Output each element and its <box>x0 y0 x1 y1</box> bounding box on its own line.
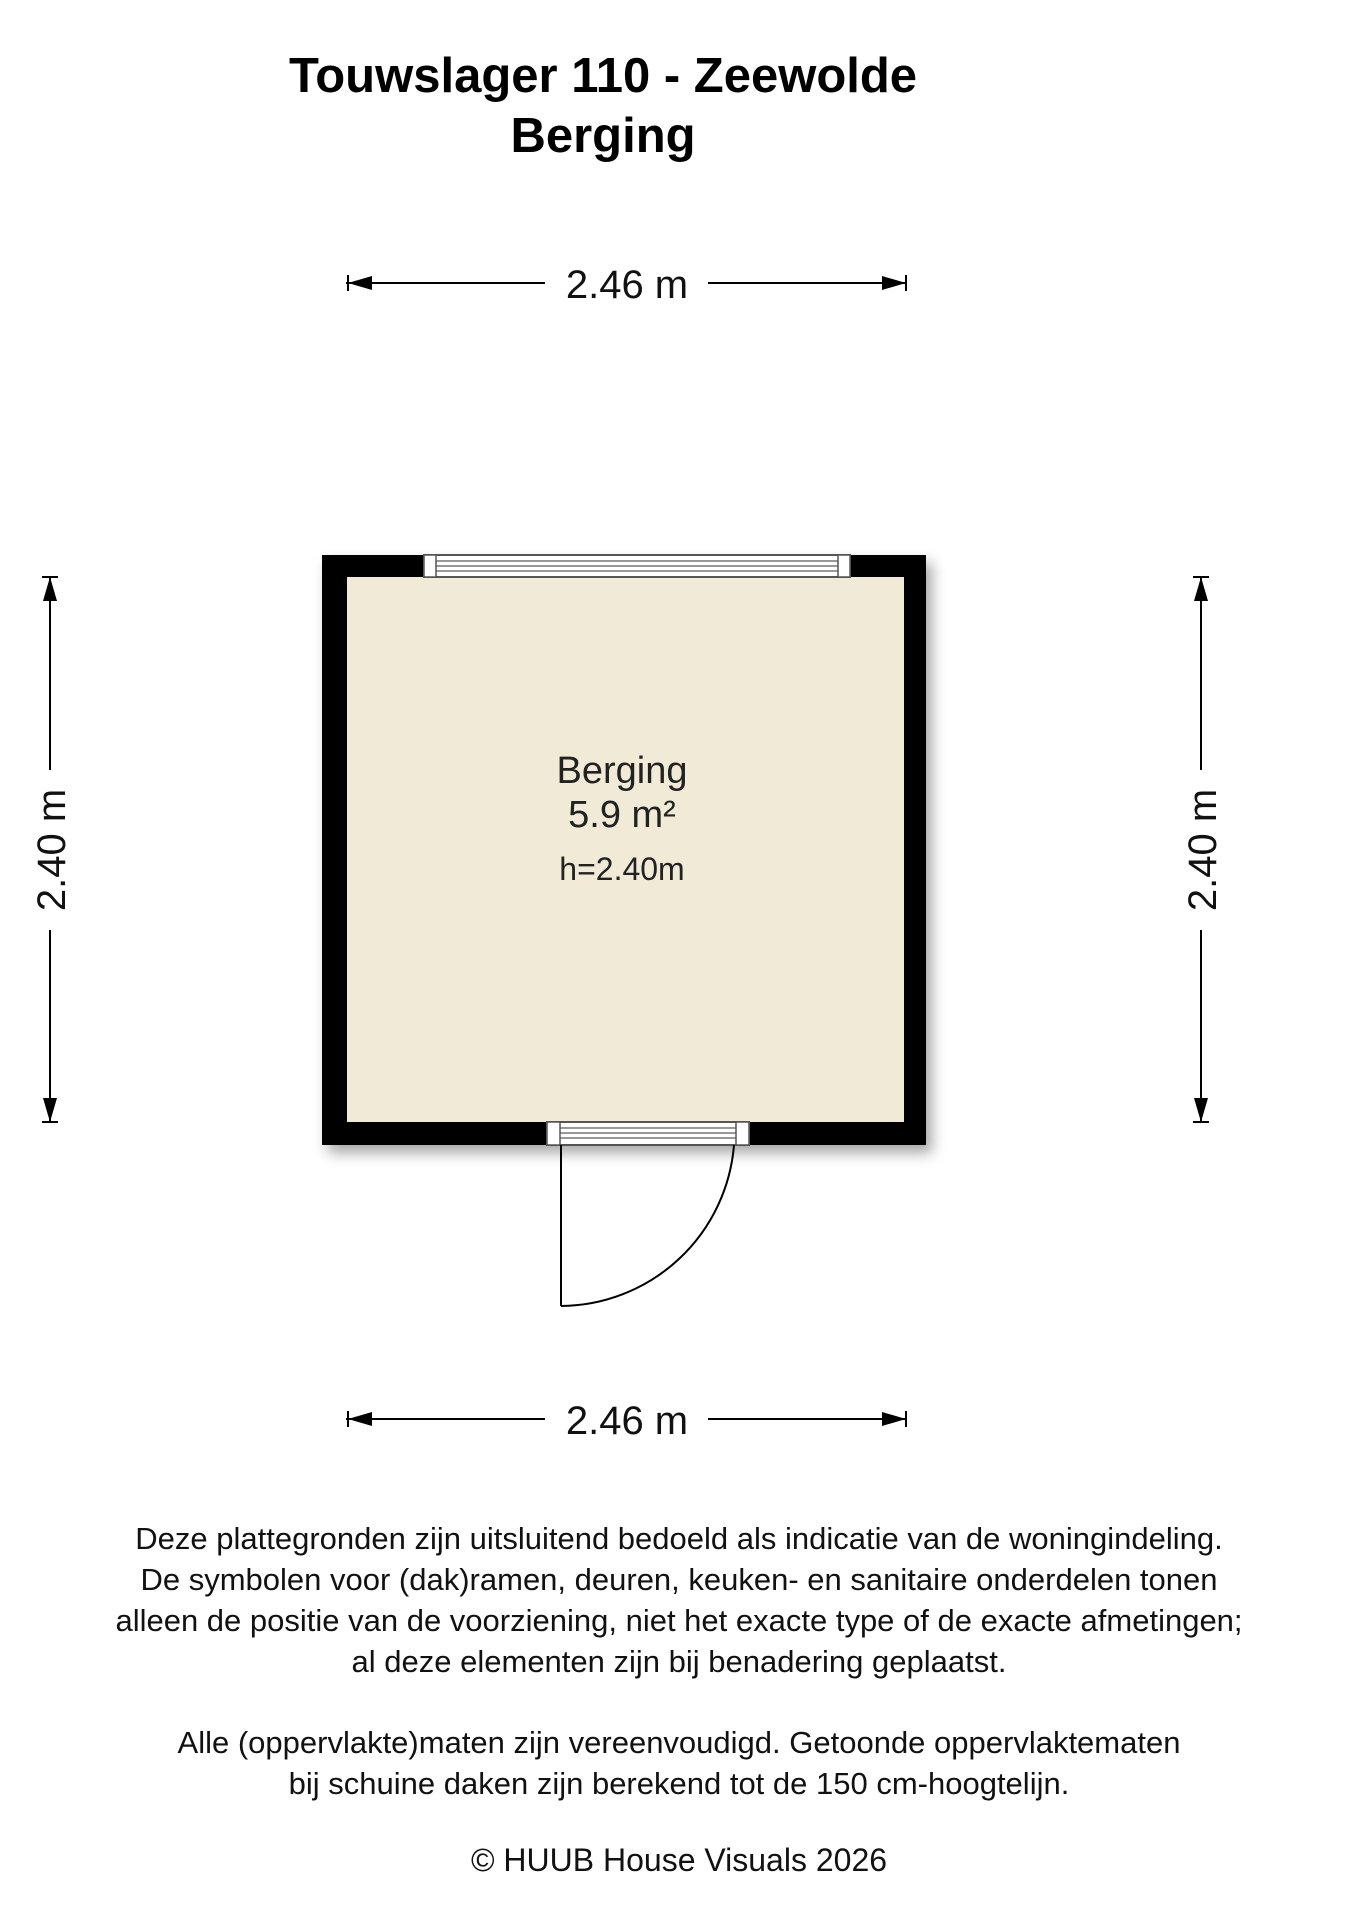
room-height: h=2.40m <box>559 851 685 887</box>
disclaimer-paragraph-1 <box>0 1518 1358 1682</box>
right-dimension <box>1181 577 1225 1122</box>
copyright-notice: © HUUB House Visuals 2026 <box>470 1842 888 1878</box>
bottom-dimension-label: 2.46 m <box>565 1399 689 1443</box>
plan-subtitle: Berging <box>510 109 696 163</box>
disclaimer-line: alleen de positie van de voorziening, niet het exacte type of de exacte afmetingen; <box>115 1603 1243 1638</box>
top-dimension-label: 2.46 m <box>565 263 689 307</box>
right-dimension-label: 2.40 m <box>1181 788 1225 912</box>
disclaimer-line: De symbolen voor (dak)ramen, deuren, keuken- en sanitaire onderdelen tonen <box>140 1562 1218 1597</box>
room-floor <box>347 577 904 1122</box>
disclaimer-line: Deze plattegronden zijn uitsluitend bedoeld als indicatie van de woningindeling. <box>135 1521 1223 1556</box>
entrance-door <box>547 1122 749 1306</box>
room-berging <box>322 555 926 1306</box>
room-area: 5.9 m² <box>568 794 676 836</box>
left-dimension-label: 2.40 m <box>30 788 74 912</box>
top-window <box>424 555 850 577</box>
disclaimer-line: Alle (oppervlakte)maten zijn vereenvoudigd. Getoonde oppervlaktematen <box>177 1725 1181 1760</box>
disclaimer-line: al deze elementen zijn bij benadering geplaatst. <box>351 1644 1007 1679</box>
disclaimer-paragraph-2 <box>0 1722 1358 1804</box>
top-dimension <box>346 263 906 307</box>
left-dimension <box>30 577 74 1122</box>
room-name: Berging <box>556 750 688 792</box>
plan-title: Touwslager 110 - Zeewolde <box>288 49 918 103</box>
disclaimer-line: bij schuine daken zijn berekend tot de 150 cm-hoogtelijn. <box>288 1766 1070 1801</box>
bottom-dimension <box>346 1399 906 1443</box>
